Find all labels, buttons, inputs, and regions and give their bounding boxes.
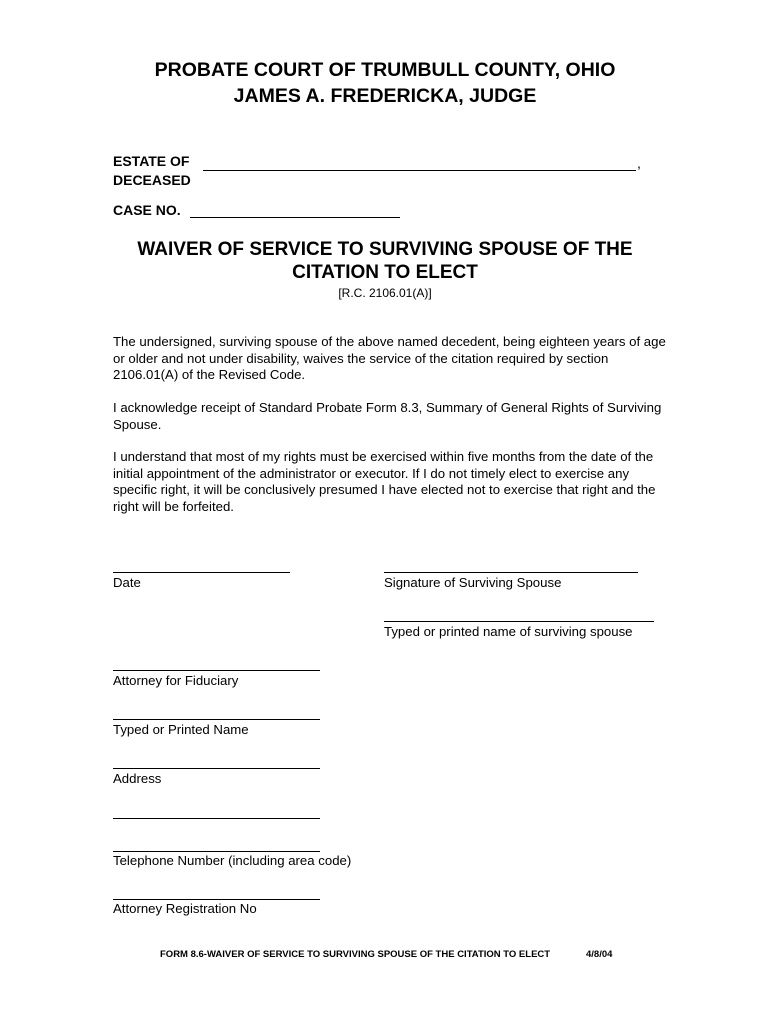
court-name: PROBATE COURT OF TRUMBULL COUNTY, OHIO (154, 59, 616, 81)
understanding-paragraph: I understand that most of my rights must be exercised within five months from the date of the initial appointment of the administrator or executor. If I do not timely elect to exercise any specific right, it will be conclusively presumed I have elected not to exercise that right and the right will be forfeited. (113, 449, 656, 514)
address-label: Address (113, 771, 162, 786)
waiver-paragraph: The undersigned, surviving spouse of the above named decedent, being eighteen years of age or older and not under disability, waives the service of the citation required by section 2106.01(A) of the Revised Code. (113, 334, 666, 382)
deceased-label: DECEASED (113, 172, 191, 188)
estate-of-label: ESTATE OF (113, 153, 190, 169)
acknowledgement-paragraph: I acknowledge receipt of Standard Probate Form 8.3, Summary of General Rights of Surviving Spouse. (113, 400, 662, 432)
address-line-2[interactable] (113, 818, 320, 819)
spouse-name-label: Typed or printed name of surviving spouse (384, 624, 633, 639)
judge-name: JAMES A. FREDERICKA, JUDGE (233, 85, 537, 107)
registration-label: Attorney Registration No (113, 901, 257, 916)
case-no-line[interactable] (190, 217, 400, 218)
registration-line[interactable] (113, 899, 320, 900)
printed-name-line[interactable] (113, 719, 320, 720)
estate-comma: , (637, 155, 641, 171)
form-title-line2: CITATION TO ELECT (292, 262, 478, 283)
statute-citation: [R.C. 2106.01(A)] (338, 286, 432, 300)
form-title-line1: WAIVER OF SERVICE TO SURVIVING SPOUSE OF THE (137, 239, 633, 260)
telephone-line[interactable] (113, 851, 320, 852)
date-line[interactable] (113, 572, 290, 573)
form-footer-date: 4/8/04 (586, 949, 613, 960)
case-no-label: CASE NO. (113, 202, 181, 218)
attorney-label: Attorney for Fiduciary (113, 673, 239, 688)
date-label: Date (113, 575, 141, 590)
printed-name-label: Typed or Printed Name (113, 722, 249, 737)
attorney-line[interactable] (113, 670, 320, 671)
address-line[interactable] (113, 768, 320, 769)
spouse-name-line[interactable] (384, 621, 654, 622)
telephone-label: Telephone Number (including area code) (113, 853, 352, 868)
spouse-signature-label: Signature of Surviving Spouse (384, 575, 562, 590)
form-footer: FORM 8.6-WAIVER OF SERVICE TO SURVIVING SPOUSE OF THE CITATION TO ELECT (160, 949, 551, 960)
spouse-signature-line[interactable] (384, 572, 638, 573)
estate-name-line[interactable] (203, 170, 636, 171)
